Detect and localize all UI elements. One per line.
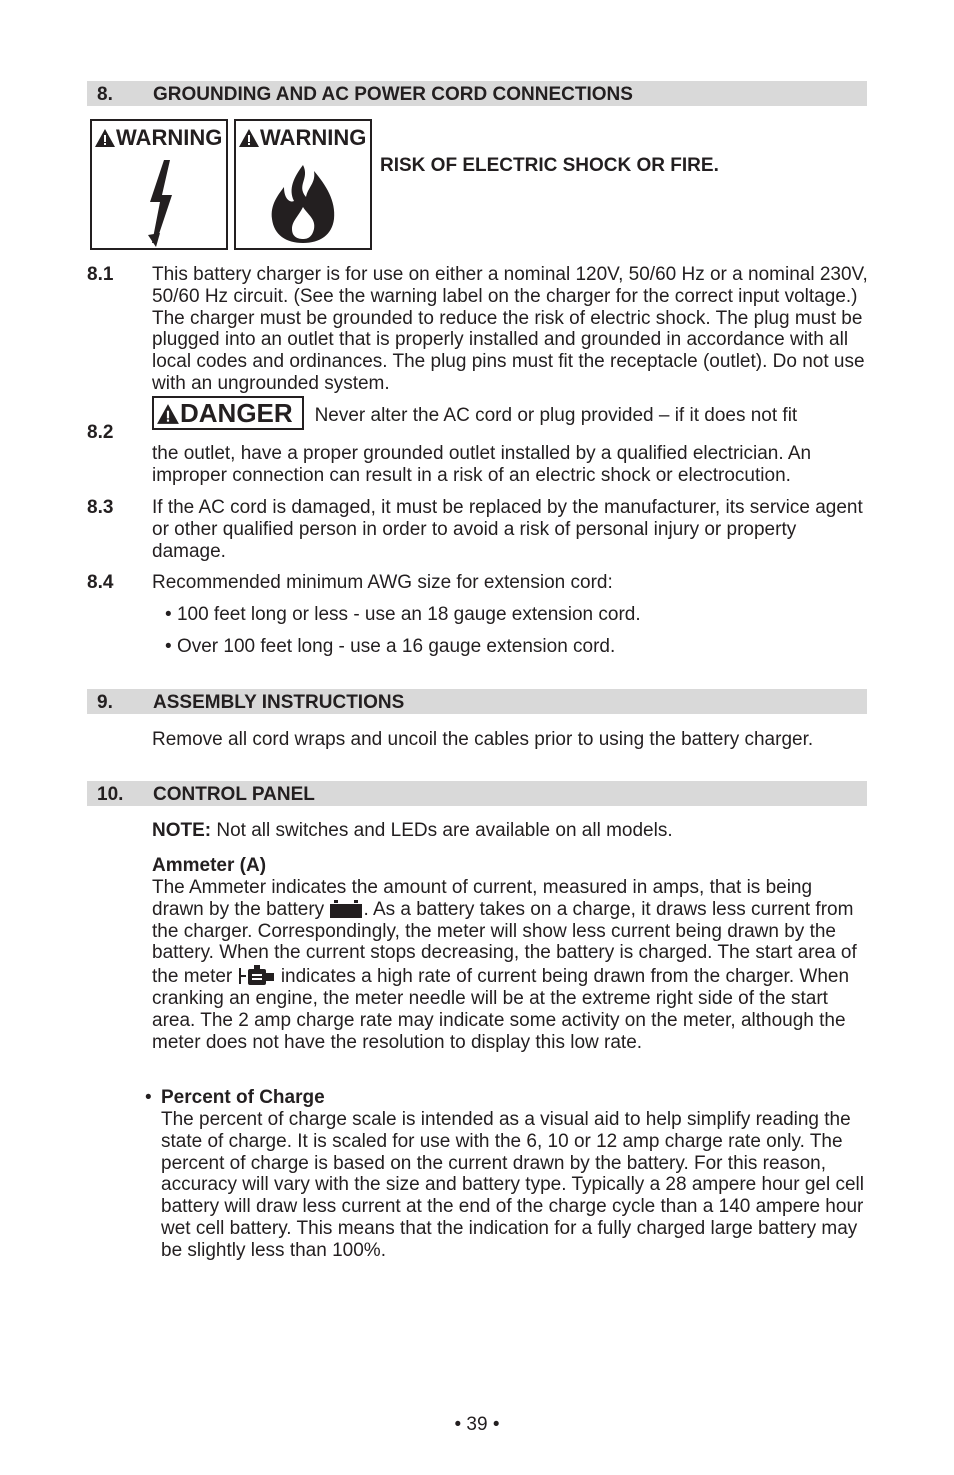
item-8-3-text: If the AC cord is damaged, it must be replaced by the manufacturer, its service agent or other qualified person in order to avoid a risk of personal injury or property damage. (152, 497, 863, 562)
warning-triangle-icon (156, 403, 180, 425)
item-8-4-text: Recommended minimum AWG size for extension cord: (152, 572, 613, 593)
assembly-text: Remove all cord wraps and uncoil the cables prior to using the battery charger. (152, 729, 814, 750)
page-number: • 39 • (454, 1414, 500, 1435)
warning-text: RISK OF ELECTRIC SHOCK OR FIRE. (380, 155, 719, 176)
percent-title: Percent of Charge (161, 1087, 325, 1108)
list-item: • 100 feet long or less - use an 18 gauge extension cord. (165, 604, 641, 625)
section-title: GROUNDING AND AC POWER CORD CONNECTIONS (153, 84, 633, 105)
item-8-2-continued: the outlet, have a proper grounded outlet installed by a qualified electrician. An improper connection can result in a risk of an electric shock or electrocution. (152, 443, 812, 486)
battery-icon (329, 899, 363, 919)
section-10-header (87, 781, 867, 806)
fire-icon (236, 157, 370, 248)
item-8-2-text: Never alter the AC cord or plug provided – if it does not fit (314, 405, 798, 426)
danger-label: DANGER (152, 396, 304, 430)
section-8-header (87, 81, 867, 106)
warning-header: WARNING (238, 123, 368, 153)
section-9-header (87, 689, 867, 714)
note-label: NOTE: (152, 820, 212, 841)
ammeter-title: Ammeter (A) (152, 855, 267, 876)
item-number: 8.4 (87, 572, 114, 593)
lightning-bolt-icon (92, 157, 226, 248)
section-number: 8. (97, 84, 113, 105)
section-title: CONTROL PANEL (153, 784, 315, 805)
warning-fire-label (234, 119, 372, 250)
item-8-1-text: This battery charger is for use on either a nominal 120V, 50/60 Hz or a nominal 230V, 50/60 Hz circuit. (See the warning label on the charger for the correct input voltage.) The charger must be grounded to reduce the risk of electric shock. The plug must be plugged into an outlet that is properly installed and grounded in accordance with all local codes and ordinances. The plug pins must fit the receptacle (outlet). Do not use with an ungrounded system. (152, 264, 868, 394)
section-number: 9. (97, 692, 113, 713)
warning-triangle-icon (94, 128, 116, 148)
item-number: 8.1 (87, 264, 114, 285)
section-number: 10. (97, 784, 124, 805)
item-8-2-first-line (152, 396, 868, 430)
item-number: 8.2 (87, 422, 114, 443)
percent-paragraph: The percent of charge scale is intended as a visual aid to help simplify reading the state of charge. It is scaled for use with the 6, 10 or 12 amp charge rate only. The percent of charge is based on the current drawn by the battery. For this reason, accuracy will vary with the size and battery type. Typically a 28 ampere hour gel cell battery will draw less current at the end of the charge cycle than a 140 ampere hour wet cell battery. This means that the indication for a fully charged large battery may be slightly less than 100%. (161, 1109, 864, 1261)
item-number: 8.3 (87, 497, 114, 518)
bullet-dot: • (145, 1087, 152, 1108)
section-title: ASSEMBLY INSTRUCTIONS (153, 692, 405, 713)
warning-triangle-icon (238, 128, 260, 148)
warning-header: WARNING (94, 123, 224, 153)
ammeter-paragraph: The Ammeter indicates the amount of current, measured in amps, that is being drawn by the battery . As a battery takes on a charge, it draws less current from the charger. Correspondingly, the meter will show less current being drawn by the battery. When the current stops decreasing, the battery is charged. The start area of the meter indicates a high rate of current being drawn from the charger. When cranking an engine, the meter needle will be at the extreme right side of the start area. The 2 amp charge rate may indicate some activity on the meter, although the meter does not have the resolution to display this low rate. (152, 877, 857, 1053)
list-item: • Over 100 feet long - use a 16 gauge extension cord. (165, 636, 616, 657)
engine-start-icon (238, 964, 276, 988)
warning-shock-label (90, 119, 228, 250)
note-paragraph: NOTE: Not all switches and LEDs are available on all models. (152, 820, 673, 841)
